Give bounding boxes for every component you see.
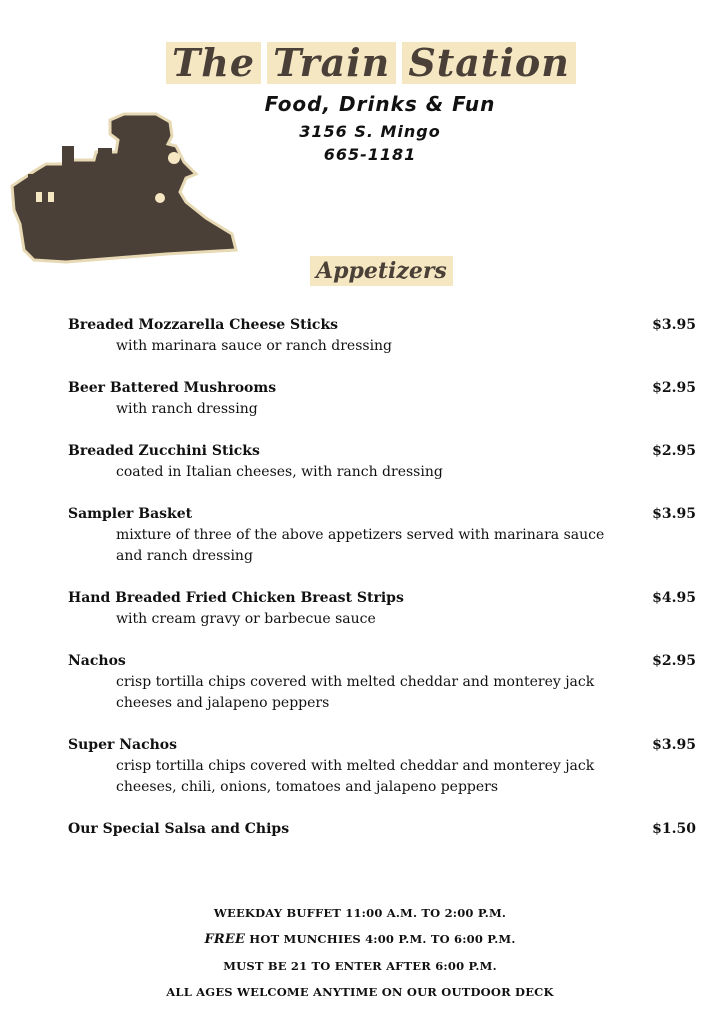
restaurant-title xyxy=(166,42,604,84)
menu-item-description: with ranch dressing xyxy=(116,401,258,417)
free-label: FREE xyxy=(204,932,246,947)
appetizer-menu xyxy=(68,314,696,860)
menu-item xyxy=(68,503,696,567)
buffet-hours: WEEKDAY BUFFET 11:00 A.M. TO 2:00 P.M. xyxy=(213,906,507,920)
menu-item xyxy=(68,440,696,483)
menu-item xyxy=(68,818,696,840)
menu-item-name: Our Special Salsa and Chips xyxy=(68,821,290,837)
menu-item-description: with marinara sauce or ranch dressing xyxy=(116,338,393,354)
phone-number: 665-1181 xyxy=(323,145,417,164)
menu-item xyxy=(68,734,696,798)
menu-item-name: Breaded Mozzarella Cheese Sticks xyxy=(68,317,339,333)
title-word-3: Station xyxy=(402,42,576,84)
munchies-text: HOT MUNCHIES 4:00 P.M. TO 6:00 P.M. xyxy=(245,932,516,946)
menu-item-name: Nachos xyxy=(68,653,126,669)
menu-item-description: crisp tortilla chips covered with melted cheddar and monterey jack cheeses and jalapeno peppers xyxy=(116,674,595,711)
munchies-hours xyxy=(0,926,720,953)
menu-item-price: $2.95 xyxy=(652,380,696,396)
menu-item-name: Super Nachos xyxy=(68,737,178,753)
menu-item-price: $3.95 xyxy=(652,737,696,753)
menu-item xyxy=(68,650,696,714)
age-restriction: MUST BE 21 TO ENTER AFTER 6:00 P.M. xyxy=(223,959,497,973)
menu-item-price: $2.95 xyxy=(652,443,696,459)
menu-item-price: $1.50 xyxy=(652,821,696,837)
title-word-1: The xyxy=(166,42,261,84)
menu-item-description: crisp tortilla chips covered with melted cheddar and monterey jack cheeses, chili, onions, tomatoes and jalapeno peppers xyxy=(116,758,595,795)
title-word-2: Train xyxy=(267,42,396,84)
footer-notes xyxy=(0,900,720,1005)
menu-item-price: $3.95 xyxy=(652,317,696,333)
menu-item-name: Breaded Zucchini Sticks xyxy=(68,443,260,459)
menu-item-name: Beer Battered Mushrooms xyxy=(68,380,277,396)
address: 3156 S. Mingo xyxy=(299,122,441,141)
locomotive-icon xyxy=(6,100,246,270)
menu-item-name: Sampler Basket xyxy=(68,506,193,522)
menu-item-price: $2.95 xyxy=(652,653,696,669)
menu-item xyxy=(68,377,696,420)
section-title-appetizers: Appetizers xyxy=(310,256,453,286)
menu-item-description: with cream gravy or barbecue sauce xyxy=(116,611,376,627)
menu-item-description: coated in Italian cheeses, with ranch dressing xyxy=(116,464,443,480)
menu-item xyxy=(68,314,696,357)
menu-item xyxy=(68,587,696,630)
deck-notice: ALL AGES WELCOME ANYTIME ON OUR OUTDOOR DECK xyxy=(166,985,554,999)
menu-item-price: $4.95 xyxy=(652,590,696,606)
tagline: Food, Drinks & Fun xyxy=(264,92,496,116)
menu-item-name: Hand Breaded Fried Chicken Breast Strips xyxy=(68,590,404,606)
menu-item-price: $3.95 xyxy=(652,506,696,522)
menu-item-description: mixture of three of the above appetizers served with marinara sauce and ranch dressing xyxy=(116,527,605,564)
